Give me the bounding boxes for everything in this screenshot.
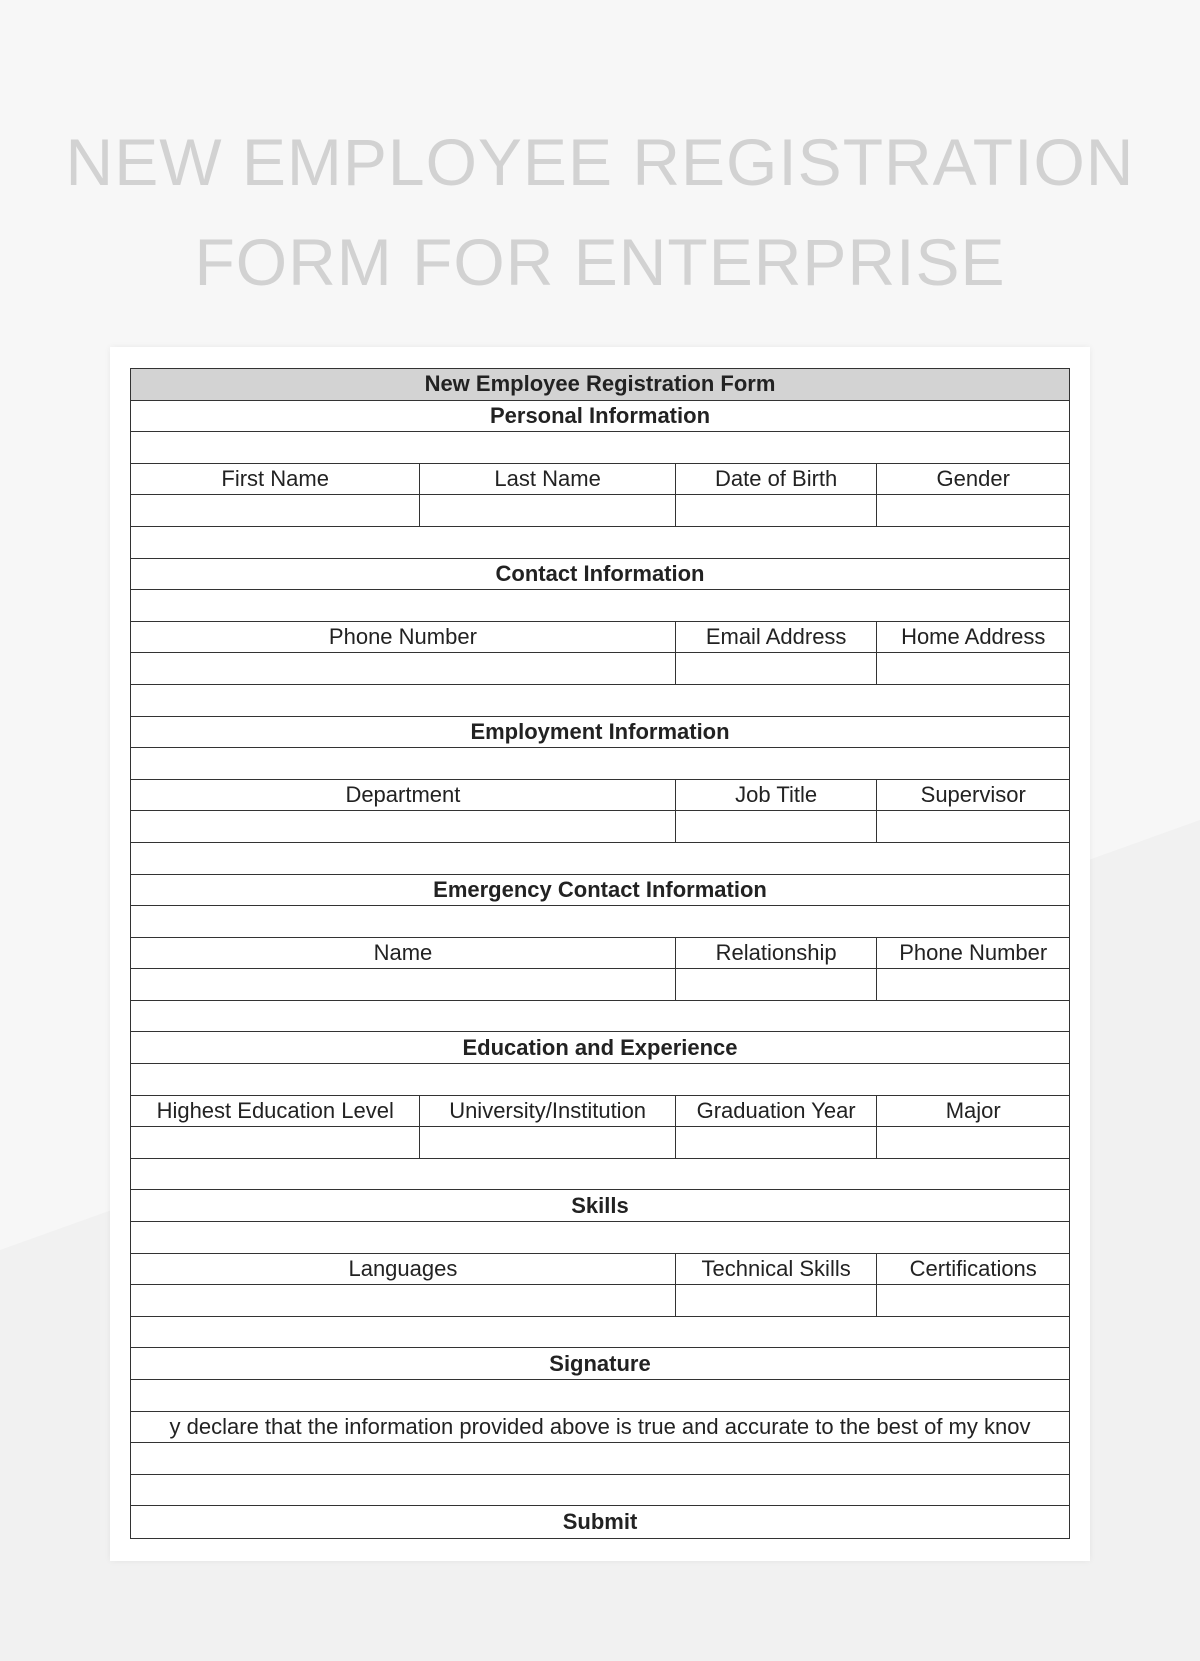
empty-cell — [131, 590, 1069, 621]
page-title — [0, 112, 1200, 312]
languages-label: Languages — [131, 1254, 676, 1285]
submit-row — [131, 1506, 1069, 1538]
spacer-row — [131, 432, 1069, 464]
declaration-text — [131, 1412, 1069, 1443]
emergency-phone-field[interactable] — [877, 969, 1069, 1000]
input-row — [131, 811, 1069, 843]
empty-cell — [131, 432, 1069, 463]
major-label: Major — [945, 1097, 1001, 1123]
signature-field-row — [131, 1443, 1069, 1475]
spacer-row — [131, 1001, 1069, 1033]
spacer-row — [131, 1222, 1069, 1254]
empty-cell — [131, 906, 1069, 937]
emergency-name-field[interactable] — [131, 969, 676, 1000]
spacer-row — [131, 748, 1069, 780]
empty-cell — [131, 1317, 1069, 1348]
supervisor-label: Supervisor — [920, 782, 1026, 808]
registration-form-table — [130, 368, 1070, 1539]
declaration-text-content: y declare that the information provided above is true and accurate to the best of my knov — [169, 1413, 1031, 1439]
section-heading-row — [131, 1032, 1069, 1064]
spacer-row — [131, 1475, 1069, 1507]
form-sheet — [110, 347, 1090, 1561]
department-label: Department — [131, 780, 676, 811]
spacer-row — [131, 685, 1069, 717]
email-address-label: Email Address — [676, 622, 878, 653]
certifications-label: Certifications — [909, 1255, 1037, 1281]
contact-info-heading: Contact Information — [495, 560, 705, 586]
section-heading-row — [131, 401, 1069, 433]
empty-cell — [131, 843, 1069, 874]
skills-heading: Skills — [571, 1192, 629, 1218]
employment-info-heading: Employment Information — [470, 718, 730, 744]
university-label: University/Institution — [420, 1096, 675, 1127]
empty-cell — [131, 1475, 1069, 1506]
column-header-row — [131, 780, 1069, 812]
home-address-field[interactable] — [877, 653, 1069, 684]
last-name-field[interactable] — [420, 495, 675, 526]
column-header-row — [131, 938, 1069, 970]
emergency-name-label: Name — [131, 938, 676, 969]
university-field[interactable] — [420, 1127, 675, 1158]
empty-cell — [131, 1380, 1069, 1411]
highest-education-field[interactable] — [131, 1127, 420, 1158]
empty-cell — [131, 1159, 1069, 1190]
column-header-row — [131, 622, 1069, 654]
personal-info-heading: Personal Information — [489, 402, 711, 428]
form-title-row — [131, 369, 1069, 401]
highest-education-label: Highest Education Level — [131, 1096, 420, 1127]
job-title-field[interactable] — [676, 811, 878, 842]
supervisor-field[interactable] — [877, 811, 1069, 842]
first-name-label: First Name — [131, 464, 420, 495]
languages-field[interactable] — [131, 1285, 676, 1316]
submit-button[interactable]: Submit — [562, 1509, 638, 1535]
section-heading-row — [131, 559, 1069, 591]
certifications-field[interactable] — [877, 1285, 1069, 1316]
major-field[interactable] — [877, 1127, 1069, 1158]
page-title-line-2: FORM FOR ENTERPRISE — [194, 225, 1006, 299]
email-address-field[interactable] — [676, 653, 878, 684]
emergency-phone-label: Phone Number — [899, 939, 1048, 965]
empty-cell — [131, 527, 1069, 558]
date-of-birth-label: Date of Birth — [676, 464, 878, 495]
page-title-line-1: NEW EMPLOYEE REGISTRATION — [65, 125, 1135, 199]
emergency-contact-heading: Emergency Contact Information — [433, 876, 767, 902]
spacer-row — [131, 527, 1069, 559]
spacer-row — [131, 906, 1069, 938]
job-title-label: Job Title — [676, 780, 878, 811]
spacer-row — [131, 1159, 1069, 1191]
education-heading: Education and Experience — [462, 1034, 738, 1060]
spacer-row — [131, 1317, 1069, 1349]
signature-heading: Signature — [549, 1350, 651, 1376]
gender-label: Gender — [936, 466, 1010, 492]
column-header-row — [131, 1096, 1069, 1128]
section-heading-row — [131, 717, 1069, 749]
relationship-label: Relationship — [676, 938, 878, 969]
empty-cell — [131, 1064, 1069, 1095]
input-row — [131, 495, 1069, 527]
input-row — [131, 1285, 1069, 1317]
technical-skills-label: Technical Skills — [676, 1254, 878, 1285]
spacer-row — [131, 1380, 1069, 1412]
section-heading-row — [131, 1348, 1069, 1380]
department-field[interactable] — [131, 811, 676, 842]
graduation-year-field[interactable] — [676, 1127, 878, 1158]
relationship-field[interactable] — [676, 969, 878, 1000]
home-address-label: Home Address — [901, 624, 1046, 650]
gender-field[interactable] — [877, 495, 1069, 526]
empty-cell — [131, 1222, 1069, 1253]
date-of-birth-field[interactable] — [676, 495, 878, 526]
empty-cell — [131, 748, 1069, 779]
signature-field[interactable] — [131, 1443, 1069, 1474]
phone-number-label: Phone Number — [131, 622, 676, 653]
graduation-year-label: Graduation Year — [676, 1096, 878, 1127]
last-name-label: Last Name — [420, 464, 675, 495]
technical-skills-field[interactable] — [676, 1285, 878, 1316]
phone-number-field[interactable] — [131, 653, 676, 684]
spacer-row — [131, 1064, 1069, 1096]
column-header-row — [131, 1254, 1069, 1286]
input-row — [131, 653, 1069, 685]
section-heading-row — [131, 875, 1069, 907]
empty-cell — [131, 1001, 1069, 1032]
empty-cell — [131, 685, 1069, 716]
input-row — [131, 1127, 1069, 1159]
column-header-row — [131, 464, 1069, 496]
spacer-row — [131, 590, 1069, 622]
section-heading-row — [131, 1190, 1069, 1222]
input-row — [131, 969, 1069, 1001]
spacer-row — [131, 843, 1069, 875]
first-name-field[interactable] — [131, 495, 420, 526]
declaration-row — [131, 1412, 1069, 1444]
form-title: New Employee Registration Form — [424, 371, 776, 397]
